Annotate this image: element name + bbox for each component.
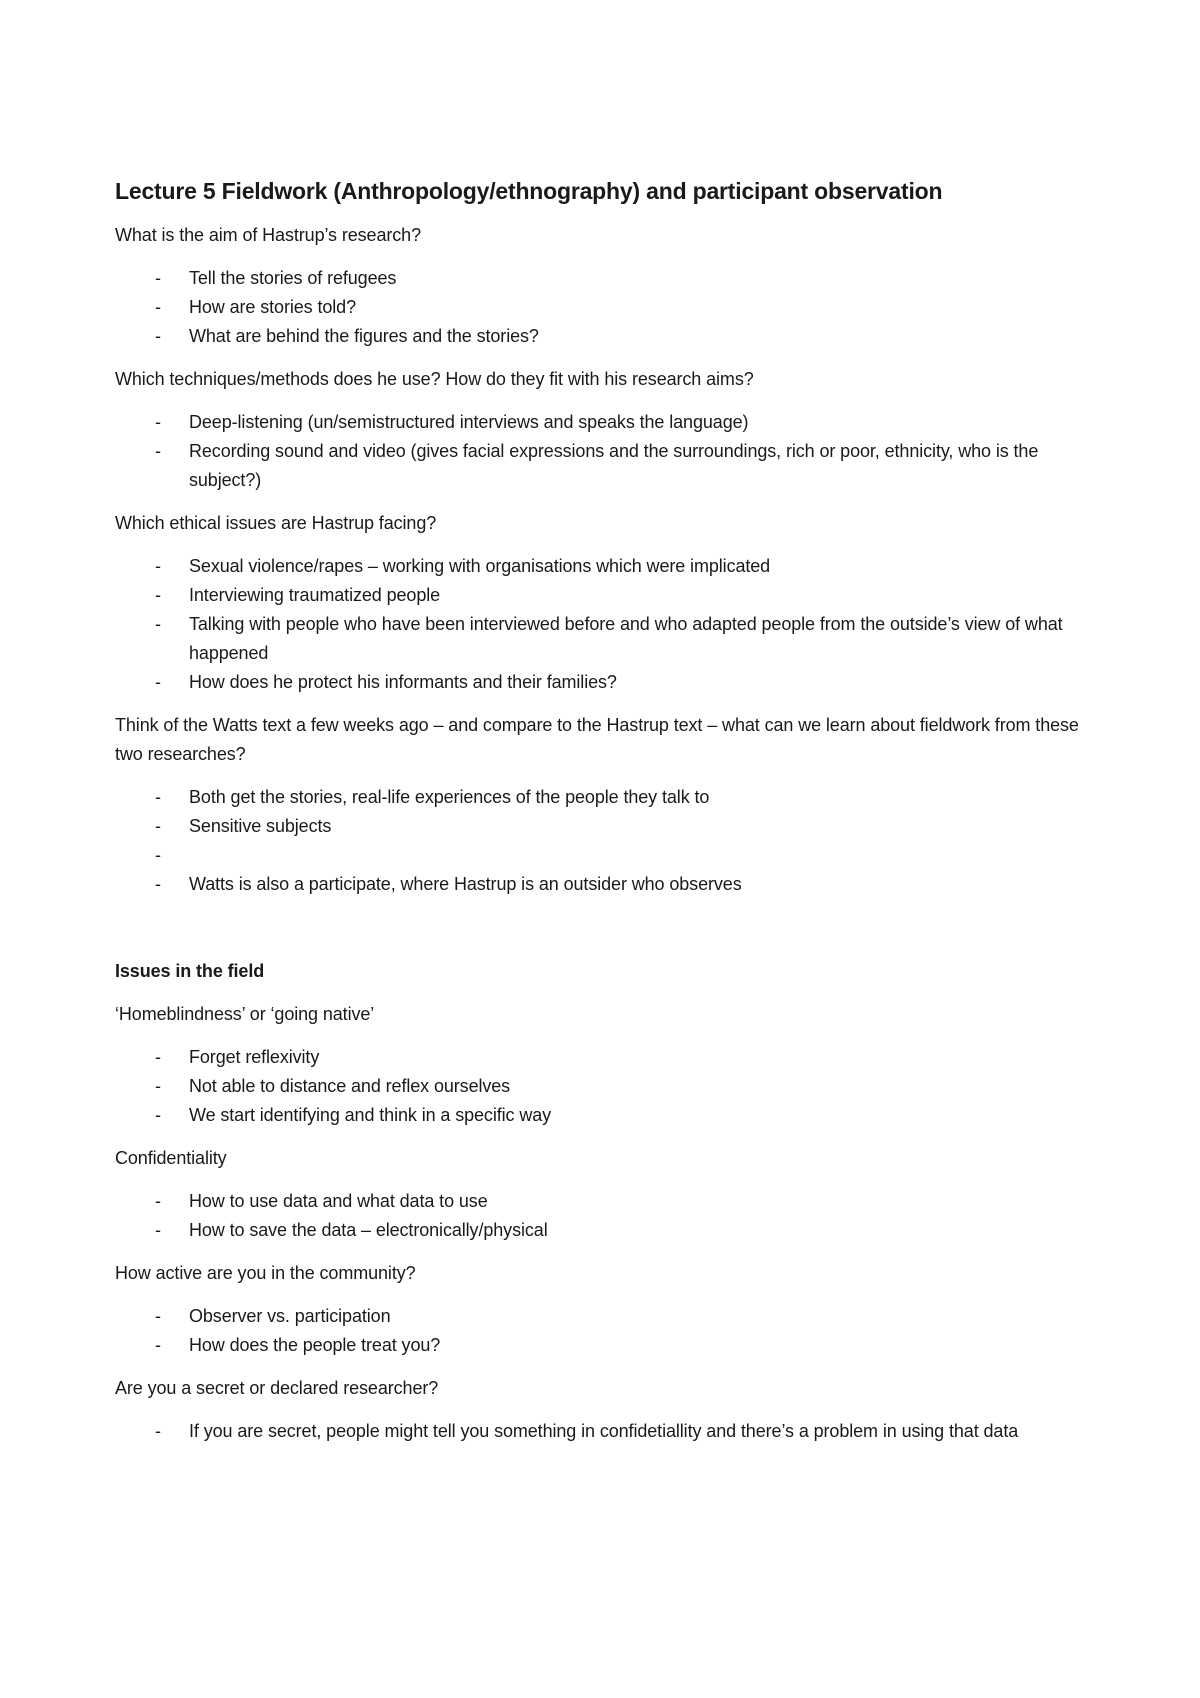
dash-marker: - <box>155 614 161 634</box>
dash-marker: - <box>155 412 161 432</box>
issues-heading: Issues in the field <box>115 961 265 981</box>
bullet-list-watts-comparison <box>115 783 1105 899</box>
list-item <box>115 1187 1105 1216</box>
list-item-text: Not able to distance and reflex ourselves <box>189 1076 511 1096</box>
list-item <box>115 1101 1105 1130</box>
list-item <box>115 581 1105 610</box>
list-item-text: We start identifying and think in a specific way <box>189 1105 552 1125</box>
list-item-text: How to save the data – electronically/physical <box>189 1220 548 1240</box>
bullet-list-community-activity <box>115 1302 1105 1360</box>
list-item-text: How to use data and what data to use <box>189 1191 488 1211</box>
bullet-list-techniques <box>115 408 1105 495</box>
list-item <box>115 812 1105 841</box>
list-item <box>115 668 1105 697</box>
list-item-text: Deep-listening (un/semistructured interviews and speaks the language) <box>189 412 749 432</box>
list-item <box>115 293 1105 322</box>
list-item-empty <box>115 841 1105 870</box>
list-item <box>115 1216 1105 1245</box>
question-ethical-issues: Which ethical issues are Hastrup facing? <box>115 513 437 533</box>
question-homeblindness: ‘Homeblindness’ or ‘going native’ <box>115 1004 375 1024</box>
list-item <box>115 1331 1105 1360</box>
list-item-text: Interviewing traumatized people <box>189 585 441 605</box>
dash-marker: - <box>155 1191 161 1211</box>
document-title: Lecture 5 Fieldwork (Anthropology/ethnography) and participant observation <box>115 178 943 204</box>
dash-marker: - <box>155 1105 161 1125</box>
list-item-text: What are behind the figures and the stories? <box>189 326 539 346</box>
dash-marker: - <box>155 1076 161 1096</box>
dash-marker: - <box>155 816 161 836</box>
list-item-text: Recording sound and video (gives facial expressions and the surroundings, rich or poor, ethnicity, who is the subject?) <box>189 441 1039 490</box>
bullet-list-hastrup-aim <box>115 264 1105 351</box>
list-item-text: How does the people treat you? <box>189 1335 441 1355</box>
list-item <box>115 437 1105 495</box>
dash-marker: - <box>155 845 161 865</box>
list-item <box>115 1043 1105 1072</box>
dash-marker: - <box>155 787 161 807</box>
list-item-text: If you are secret, people might tell you something in confidetiallity and there’s a problem in using that data <box>189 1421 1019 1441</box>
dash-marker: - <box>155 1306 161 1326</box>
dash-marker: - <box>155 441 161 461</box>
list-item <box>115 610 1105 668</box>
list-item-text: Talking with people who have been interviewed before and who adapted people from the outside’s view of what happened <box>189 614 1063 663</box>
list-item-text: Both get the stories, real-life experiences of the people they talk to <box>189 787 710 807</box>
question-confidentiality: Confidentiality <box>115 1148 227 1168</box>
list-item <box>115 783 1105 812</box>
bullet-list-confidentiality <box>115 1187 1105 1245</box>
list-item-text: Observer vs. participation <box>189 1306 391 1326</box>
list-item-text: Watts is also a participate, where Hastrup is an outsider who observes <box>189 874 742 894</box>
question-watts-comparison: Think of the Watts text a few weeks ago – and compare to the Hastrup text – what can we learn about fieldwork from these two researches? <box>115 715 1079 764</box>
list-item-text: Tell the stories of refugees <box>189 268 397 288</box>
dash-marker: - <box>155 268 161 288</box>
bullet-list-ethical-issues <box>115 552 1105 697</box>
question-secret-researcher: Are you a secret or declared researcher? <box>115 1378 439 1398</box>
bullet-list-homeblindness <box>115 1043 1105 1130</box>
dash-marker: - <box>155 1421 161 1441</box>
dash-marker: - <box>155 326 161 346</box>
list-item <box>115 1072 1105 1101</box>
document-body <box>115 175 1105 1460</box>
list-item <box>115 1417 1105 1446</box>
list-item-text: How are stories told? <box>189 297 356 317</box>
list-item <box>115 870 1105 899</box>
list-item-text: Sexual violence/rapes – working with organisations which were implicated <box>189 556 771 576</box>
dash-marker: - <box>155 1220 161 1240</box>
question-hastrup-aim: What is the aim of Hastrup’s research? <box>115 225 421 245</box>
question-techniques: Which techniques/methods does he use? How do they fit with his research aims? <box>115 369 754 389</box>
dash-marker: - <box>155 1047 161 1067</box>
list-item <box>115 322 1105 351</box>
dash-marker: - <box>155 297 161 317</box>
list-item <box>115 408 1105 437</box>
dash-marker: - <box>155 1335 161 1355</box>
dash-marker: - <box>155 672 161 692</box>
list-item <box>115 1302 1105 1331</box>
dash-marker: - <box>155 556 161 576</box>
dash-marker: - <box>155 585 161 605</box>
list-item-text: Forget reflexivity <box>189 1047 320 1067</box>
list-item-text: How does he protect his informants and their families? <box>189 672 617 692</box>
dash-marker: - <box>155 874 161 894</box>
spacer <box>115 913 1105 957</box>
question-community-activity: How active are you in the community? <box>115 1263 416 1283</box>
bullet-list-secret-researcher <box>115 1417 1105 1446</box>
list-item <box>115 264 1105 293</box>
list-item <box>115 552 1105 581</box>
list-item-text: Sensitive subjects <box>189 816 332 836</box>
